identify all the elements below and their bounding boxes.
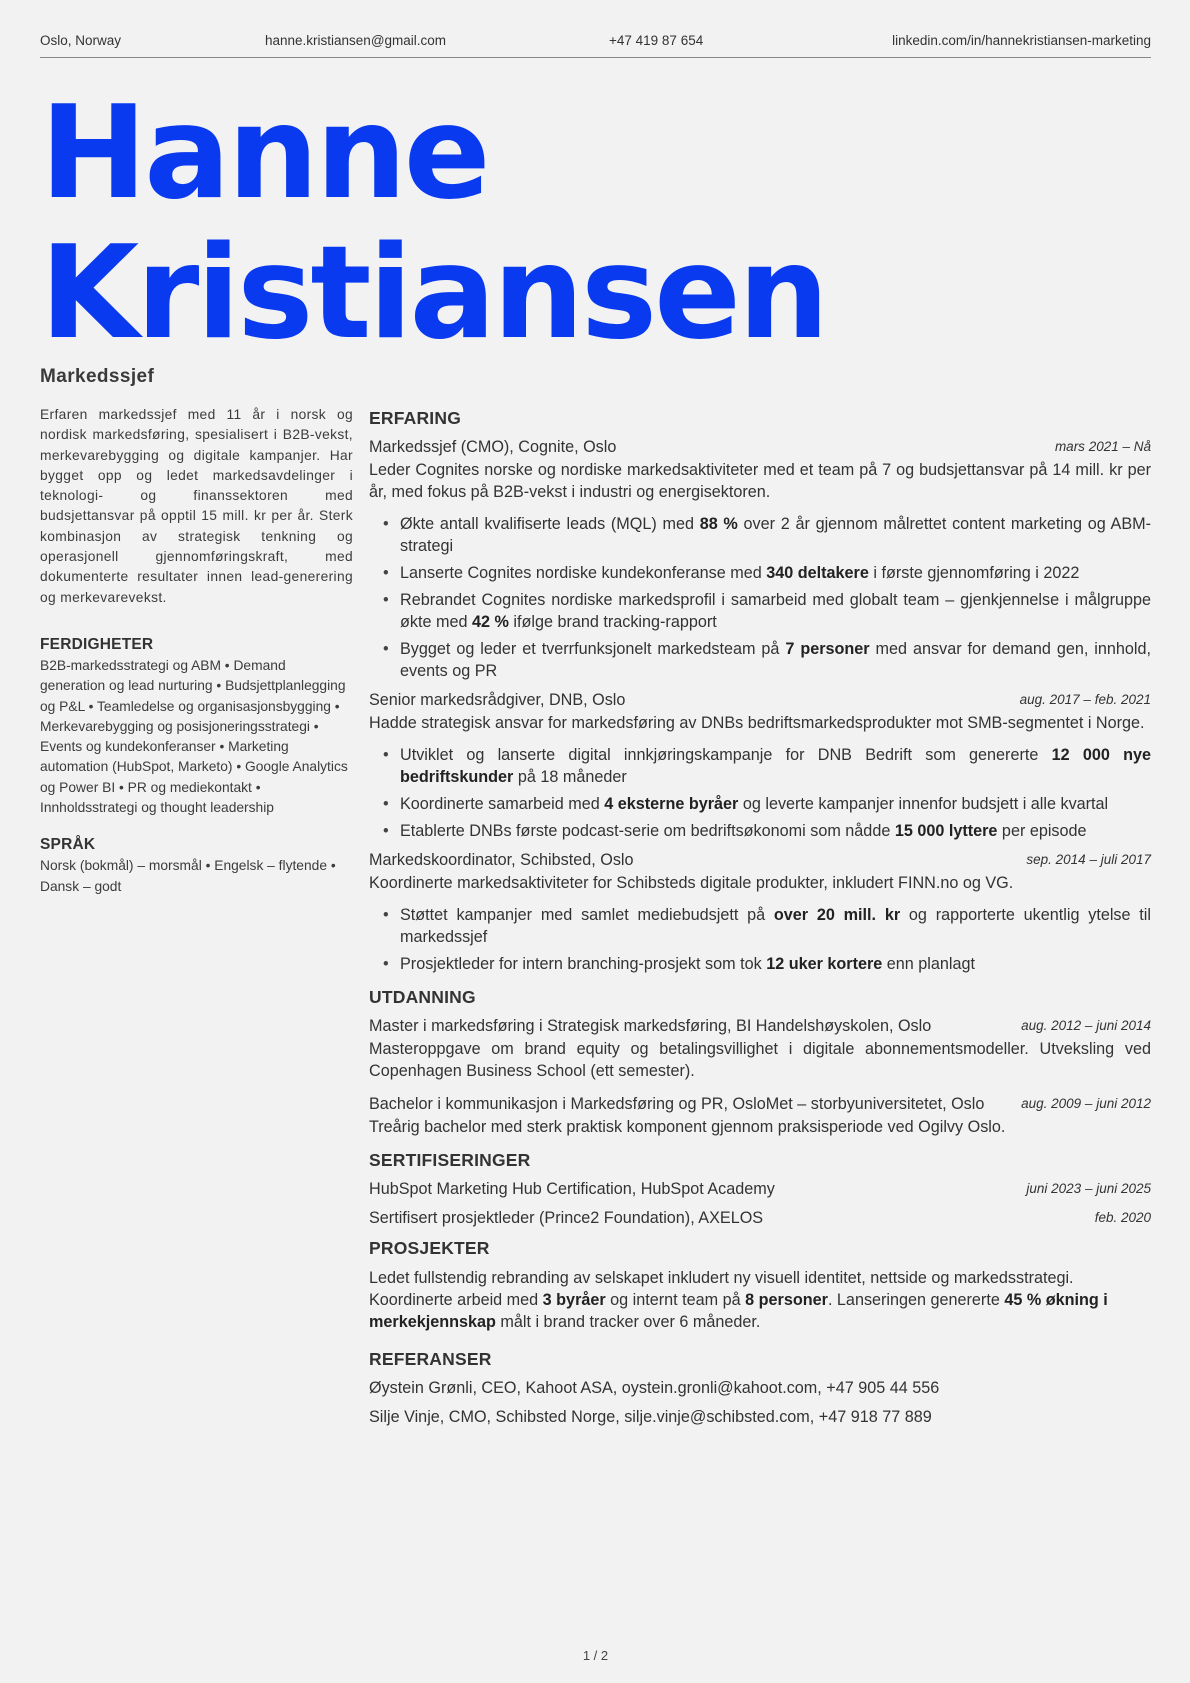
achievement-highlight: 340 deltakere <box>766 564 869 582</box>
achievement-item: • Rebrandet Cognites nordiske markedsprofil i samarbeid med globalt team – gjenkjennelse i målgruppe økte med 42 % ifølge brand tracking-rapport <box>369 589 1151 633</box>
project-highlight: 8 personer <box>745 1291 828 1309</box>
education-description: Masteroppgave om brand equity og betalingsvillighet i digitale abonnementsmodeller. Utveksling ved Copenhagen Business School (ett semester). <box>369 1040 1151 1080</box>
contact-email[interactable]: hanne.kristiansen@gmail.com <box>265 33 447 48</box>
experience-description: Hadde strategisk ansvar for markedsføring av DNBs bedriftsmarkedsprodukter mot SMB-segmentet i Norge. <box>369 714 1145 732</box>
references-section <box>369 1349 1151 1429</box>
last-name: Kristiansen <box>40 219 827 368</box>
contact-phone[interactable]: +47 419 87 654 <box>609 33 704 48</box>
achievement-list <box>369 513 1151 682</box>
education-list <box>369 1014 1151 1138</box>
achievement-highlight: over 20 mill. kr <box>773 906 901 924</box>
job-title: Markedssjef <box>40 366 155 387</box>
achievement-item: • Støttet kampanjer med samlet mediebudsjett på over 20 mill. kr og rapporterte ukentlig ytelse til markedssjef <box>369 904 1151 948</box>
achievement-highlight: 88 % <box>699 515 738 533</box>
certification-item: Sertifisert prosjektleder (Prince2 Foundation), AXELOS feb. 2020 <box>369 1206 1151 1230</box>
contact-bar <box>40 32 1151 58</box>
left-column <box>40 405 353 897</box>
experience-role: Senior markedsrådgiver, DNB, Oslo aug. 2017 – feb. 2021 <box>369 688 1151 712</box>
references-heading: REFERANSER <box>369 1349 492 1369</box>
education-section <box>369 987 1151 1138</box>
skills-list: B2B-markedsstrategi og ABM • Demand generation og lead nurturing • Budsjettplanlegging og P&L • Teamledelse og organisasjonsbygging • Merkevarebygging og posisjoneringsstrategi • Events og kundekonferanser • Marketing automation (HubSpot, Marketo) • Google Analytics og Power BI • PR og mediekontakt • Innholdsstrategi og thought leadership <box>40 657 348 816</box>
experience-entry <box>369 435 1151 682</box>
achievement-item: • Utviklet og lanserte digital innkjøringskampanje for DNB Bedrift som genererte 12 000 nye bedriftskunder på 18 måneder <box>369 744 1151 788</box>
experience-entry <box>369 688 1151 842</box>
project-description: Ledet fullstendig rebranding av selskapet inkludert ny visuell identitet, nettside og markedsstrategi. Koordinerte arbeid med 3 byråer og internt team på 8 personer. Lanseringen genererte 45 % økning i merkekjennskap målt i brand tracker over 6 måneder. <box>369 1269 1108 1331</box>
experience-heading: ERFARING <box>369 408 462 428</box>
experience-list <box>369 435 1151 975</box>
project-highlight: 3 byråer <box>542 1291 606 1309</box>
certifications-section <box>369 1150 1151 1230</box>
projects-heading: PROSJEKTER <box>369 1238 490 1258</box>
achievement-highlight: 15 000 lyttere <box>894 822 998 840</box>
contact-location: Oslo, Norway <box>40 33 122 48</box>
experience-entry <box>369 848 1151 975</box>
certification-date: juni 2023 – juni 2025 <box>1026 1181 1151 1196</box>
achievement-item: • Etablerte DNBs første podcast-serie om bedriftsøkonomi som nådde 15 000 lyttere per episode <box>369 820 1151 842</box>
education-degree: Bachelor i kommunikasjon i Markedsføring og PR, OsloMet – storbyuniversitetet, Oslo aug. 2009 – juni 2012 <box>369 1092 1151 1116</box>
achievement-list <box>369 744 1151 842</box>
education-date: aug. 2009 – juni 2012 <box>1021 1096 1151 1111</box>
education-description: Treårig bachelor med sterk praktisk komponent gjennom praksisperiode ved Ogilvy Oslo. <box>369 1118 1006 1136</box>
education-heading: UTDANNING <box>369 987 476 1007</box>
languages-list: Norsk (bokmål) – morsmål • Engelsk – flytende • Dansk – godt <box>40 858 336 894</box>
experience-role: Markedskoordinator, Schibsted, Oslo sep. 2014 – juli 2017 <box>369 848 1151 872</box>
project-highlight: 45 % økning i merkekjennskap <box>369 1291 1108 1331</box>
profile-summary: Erfaren markedssjef med 11 år i norsk og nordisk markedsføring, spesialisert i B2B-vekst, merkevarebygging og digitale kampanjer. Har bygget opp og ledet markedsavdelinger i teknologi- og finanssektoren med budsjettansvar på opptil 15 mill. kr per år. Sterk kombinasjon av strategisk tenkning og operasjonell gjennomføringskraft, med dokumenterte resultater innen lead-generering og merkevarevekst. <box>40 407 353 605</box>
achievement-highlight: 4 eksterne byråer <box>604 795 739 813</box>
resume-page <box>40 0 1151 1683</box>
reference-item: Øystein Grønli, CEO, Kahoot ASA, oystein.gronli@kahoot.com, +47 905 44 556 <box>369 1379 940 1397</box>
achievement-item: • Bygget og leder et tverrfunksjonelt markedsteam på 7 personer med ansvar for demand gen, innhold, events og PR <box>369 638 1151 682</box>
reference-item: Silje Vinje, CMO, Schibsted Norge, silje.vinje@schibsted.com, +47 918 77 889 <box>369 1408 932 1426</box>
education-date: aug. 2012 – juni 2014 <box>1021 1018 1151 1033</box>
experience-description: Leder Cognites norske og nordiske markedsaktiviteter med et team på 7 og budsjettansvar på 14 mill. kr per år, med fokus på B2B-vekst i industri og energisektoren. <box>369 461 1151 501</box>
candidate-name <box>40 79 827 368</box>
experience-section <box>369 408 1151 975</box>
certifications-list <box>369 1177 1151 1230</box>
achievement-item: • Koordinerte samarbeid med 4 eksterne byråer og leverte kampanjer innenfor budsjett i alle kvartal <box>369 793 1151 815</box>
first-name: Hanne <box>40 79 488 228</box>
achievement-item: • Prosjektleder for intern branching-prosjekt som tok 12 uker kortere enn planlagt <box>369 953 1151 975</box>
education-degree: Master i markedsføring i Strategisk markedsføring, BI Handelshøyskolen, Oslo aug. 2012 – juni 2014 <box>369 1014 1151 1038</box>
achievement-item: • Lanserte Cognites nordiske kundekonferanse med 340 deltakere i første gjennomføring i 2022 <box>369 562 1151 584</box>
references-list <box>369 1376 1151 1429</box>
skills-heading: FERDIGHETER <box>40 635 154 653</box>
achievement-highlight: 12 uker kortere <box>766 955 883 973</box>
experience-date: aug. 2017 – feb. 2021 <box>1019 692 1151 707</box>
contact-linkedin[interactable]: linkedin.com/in/hannekristiansen-marketing <box>892 33 1151 48</box>
right-column <box>369 408 1151 1441</box>
experience-role: Markedssjef (CMO), Cognite, Oslo mars 2021 – Nå <box>369 435 1151 459</box>
certification-date: feb. 2020 <box>1094 1210 1151 1225</box>
education-entry <box>369 1014 1151 1082</box>
achievement-item: • Økte antall kvalifiserte leads (MQL) med 88 % over 2 år gjennom målrettet content marketing og ABM-strategi <box>369 513 1151 557</box>
certification-item: HubSpot Marketing Hub Certification, HubSpot Academy juni 2023 – juni 2025 <box>369 1177 1151 1201</box>
education-entry <box>369 1092 1151 1138</box>
achievement-list <box>369 904 1151 975</box>
experience-description: Koordinerte markedsaktiviteter for Schibsteds digitale produkter, inkludert FINN.no og VG. <box>369 874 1014 892</box>
achievement-highlight: 7 personer <box>785 640 870 658</box>
languages-heading: SPRÅK <box>40 836 96 854</box>
achievement-highlight: 12 000 nye bedriftskunder <box>400 746 1151 786</box>
experience-date: mars 2021 – Nå <box>1054 439 1151 454</box>
certifications-heading: SERTIFISERINGER <box>369 1150 531 1170</box>
page-number: 1 / 2 <box>582 1648 609 1663</box>
achievement-highlight: 42 % <box>471 613 509 631</box>
projects-section <box>369 1238 1151 1333</box>
experience-date: sep. 2014 – juli 2017 <box>1026 852 1151 867</box>
